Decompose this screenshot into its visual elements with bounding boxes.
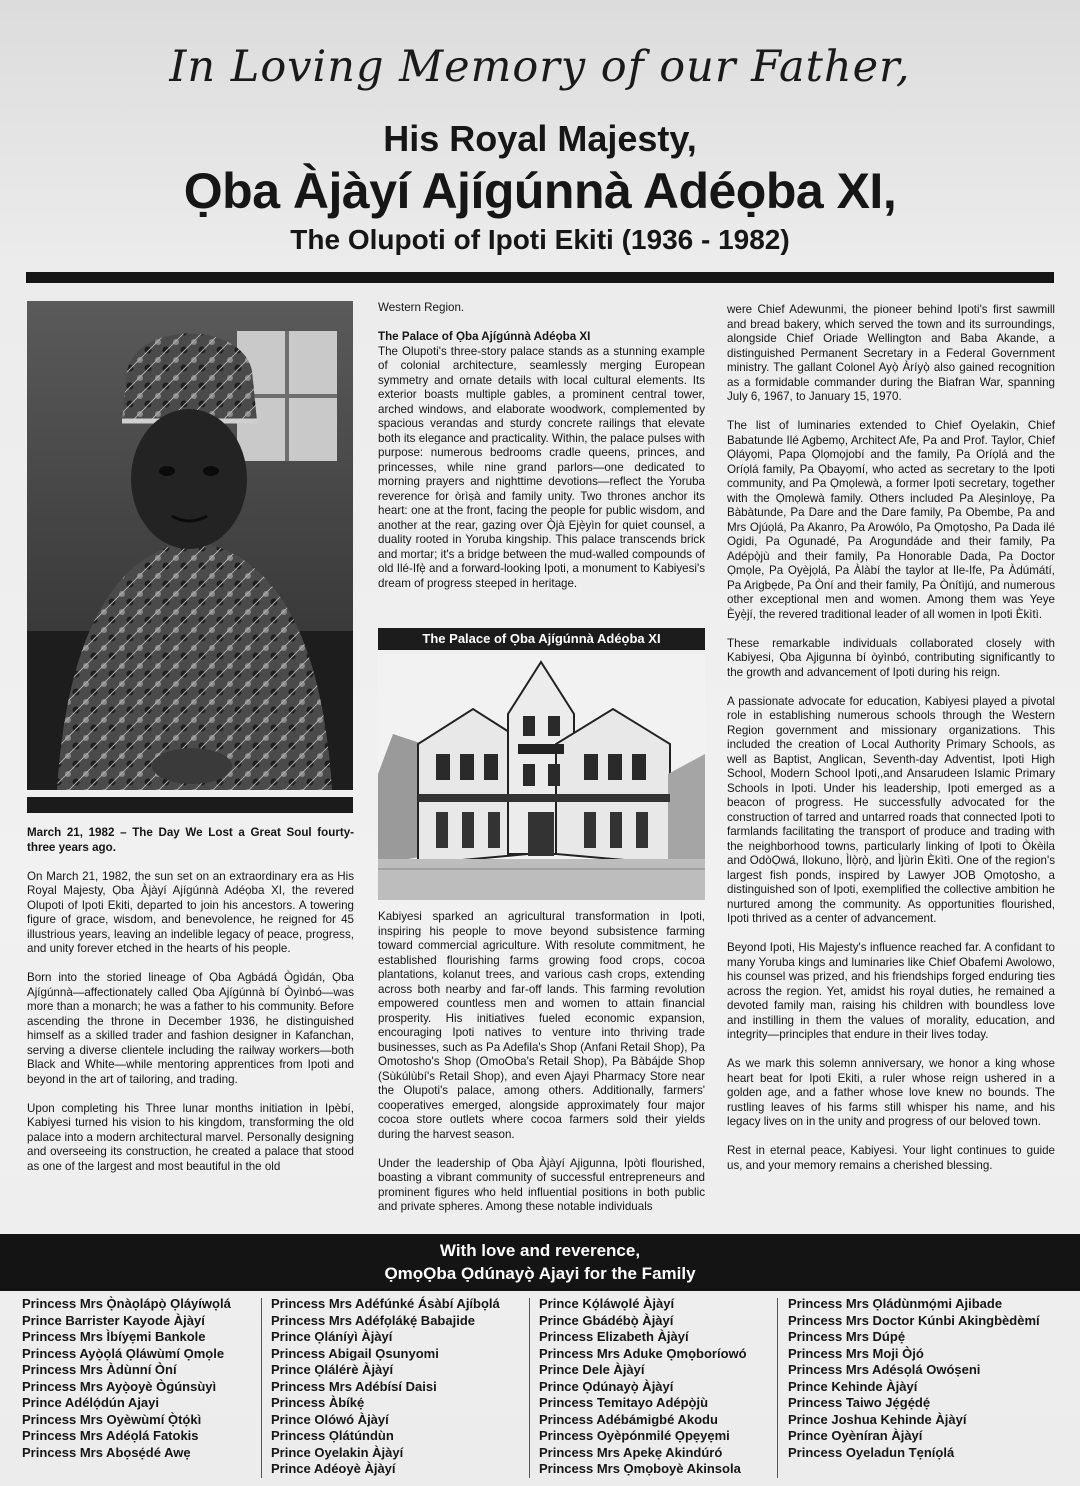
paragraph: The list of luminaries extended to Chief Oyelakin, Chief Babatunde Ilé Agbemọ, Architect Afe, Pa and Prof. Taylor, Chief Ọláyọmi, Papa Ọlọmọjobí and the family, Pa Oríọlá and the Oríọlá family, Pa Ọbayọmí, who acted as secretary to the Ipoti community, and Pa Ọmọlewà, a former Ipoti secretary, together with the Ọmọlewà family. Others included Pa Aleṣinloyẹ, Pa Bàbàtunde, Pa Dare and the Dare family, Pa Obembe, Pa and Mrs Ojúọlá, Pa Akanro, Pa Arowólo, Pa Ọmọtọsho, Pa Dada ilé Ogidi, Pa Ogunadé, Pa Arogundáde and their family, Pa Adépọ̀jù and their family, Pa Honorable Dada, Pa Doctor Ọmọle, Pa Oyèjọlá, Pa Àlàbí the taylor at Ile-Ife, Pa Àdúmátí, Pa Arigbẹde, Pa Òní and their family, Pa Ònítìjú, and numerous other exceptional men and women. Among them was Yeye Èyẹ̀jí, the revered traditional leader of all women in Ipoti Èkìtì. bbox=[727, 419, 1055, 621]
royal-title: His Royal Majesty, bbox=[383, 118, 697, 159]
column-separator bbox=[261, 1298, 262, 1478]
family-name: Princess Mrs Abọsẹ́dé Awẹ bbox=[22, 1444, 191, 1460]
family-name: Princess Mrs Adésọlá Owóṣeni bbox=[788, 1362, 981, 1377]
paragraph: On March 21, 1982, the sun set on an extraordinary era as His Royal Majesty, Ọba Àjàyí Ajígúnnà Adéọba XI, the revered Olupoti of Ipoti Ekiti, departed to join his ancestors. A towering figure of grace, wisdom, and benevolence, he reigned for 45 illustrious years, leaving an indelible legacy of peace, progress, and unity forever etched in the hearts of his people. bbox=[27, 869, 354, 955]
paragraph: Beyond Ipoti, His Majesty's influence reached far. A confidant to many Yoruba kings and luminaries like Chief Obafemi Awolowo, his counsel was prized, and his friendships forged enduring ties across the region. Yet, amidst his royal duties, he remained a devoted family man, raising his children with boundless love and instilling in them the values of morality, education, and integrity—principles that endure in their lives today. bbox=[727, 941, 1055, 1041]
family-name: Prince Joshua Kehinde Àjàyí bbox=[788, 1411, 967, 1427]
family-name: Prince Oyèníran Àjàyí bbox=[788, 1428, 923, 1443]
family-name: Princess Mrs Apekẹ Akindúró bbox=[539, 1444, 723, 1460]
family-names-column-4 bbox=[788, 1296, 1040, 1461]
palace-photo bbox=[378, 654, 705, 900]
family-name: Princess Adébámigbé Akodu bbox=[539, 1411, 718, 1427]
family-name: Princess Mrs Adéọlá Fatokis bbox=[22, 1428, 199, 1443]
family-name: Prince Dele Àjàyí bbox=[539, 1362, 645, 1377]
family-name: Prince Kọ́láwọlé Àjàyí bbox=[539, 1296, 675, 1311]
family-name: Princess Oyeladun Tẹníọlá bbox=[788, 1444, 955, 1460]
family-name: Princess Mrs Adéfọlákẹ́ Babajide bbox=[271, 1312, 475, 1328]
family-name: Prince Adélọ́dún Ajayi bbox=[22, 1395, 160, 1410]
paragraph: These remarkable individuals collaborated closely with Kabiyesi, Ọba Ajigunna bí òyìnbó, contributing significantly to the growth and advancement of Ipoti during his reign. bbox=[727, 636, 1055, 679]
family-name: Princess Mrs Ìbíyẹmi Bankole bbox=[22, 1329, 206, 1344]
header-divider bbox=[26, 272, 1054, 283]
family-signature-band bbox=[0, 1234, 1080, 1291]
family-name: Prince Ọláníyì Àjàyí bbox=[271, 1329, 393, 1344]
paragraph: A passionate advocate for education, Kabiyesi played a pivotal role in establishing numerous schools through the Western Region government and missionary organizations. This included the creation of Local Authority Primary Schools, as well as Baptist, Anglican, Seventh-day Adventist, Ipoti High School, Modern School Ipoti,,and Ansarudeen Islamic Primary Schools in Ipoti. Under his leadership, Ipoti emerged as a beacon of progress. He successfully advocated for the construction of tarred and untarred roads that connected Ipoti to farmlands facilitating the transport of produce and trading with the neighborhood towns, particularly linking of Ipoti to Òkèila and OdòỌwá, Ilokuno, Ìlọ̀rọ̀, and Ìjùrìn Èkìtì. One of the region's largest fish ponds, inspired by Lawyer JOB Ọmọtọsho, a distinguished son of Ipoti, exemplified the collective ambition he nurtured among the community. As opportunities flourished, Ipoti thrived as a center of advancement. bbox=[727, 694, 1055, 925]
family-name: Prince Gbádébọ̀ Àjàyí bbox=[539, 1312, 674, 1328]
article-column-3 bbox=[727, 303, 1055, 1188]
olupoti-subtitle: The Olupoti of Ipoti Ekiti (1936 - 1982) bbox=[290, 224, 790, 255]
family-name: Princess Mrs Adéfúnké Ásàbí Ajíbọlá bbox=[271, 1296, 500, 1311]
paragraph: Born into the storied lineage of Ọba Agbádá Ògìdán, Ọba Ajígúnnà—affectionately called Ọba Ajígúnnà bí Òyìnbó—was more than a monarch; he was a father to his community. Before ascending the throne in December 1936, he distinguished himself as a skilled trader and fashion designer in Kafanchan, serving a diverse clientele including the railway workers—both Black and White—while mentoring apprentices from Ipoti and beyond in the art of tailoring, and trading. bbox=[27, 971, 354, 1086]
family-name: Prince Adéoyè Àjàyí bbox=[271, 1461, 396, 1476]
family-name: Princess Mrs Moji Òjó bbox=[788, 1345, 924, 1361]
paragraph: Rest in eternal peace, Kabiyesi. Your light continues to guide us, and your memory remains a cherished blessing. bbox=[727, 1144, 1055, 1172]
paragraph: were Chief Adewunmi, the pioneer behind Ipoti's first sawmill and bread bakery, which served the town and its surroundings, alongside Chief Oriade Wellington and Baba Akande, a distinguished Permanent Secretary in a Federal Government ministry. The gallant Colonel Ayọ̀ Àríyọ̀ also gained recognition as a formidable commander during the Biafran War, spanning July 6, 1967, to January 15, 1970. bbox=[727, 303, 1055, 403]
family-names-column-1 bbox=[22, 1296, 231, 1461]
family-name: Princess Taiwo Jẹ́gẹ́dẹ́ bbox=[788, 1395, 931, 1410]
family-name: Prince Ọlálérè Àjàyí bbox=[271, 1362, 394, 1377]
signature-line-2: ỌmọỌba Ọdúnayọ̀ Ajayi for the Family bbox=[384, 1264, 696, 1283]
family-name: Princess Abigail Ọsunyomi bbox=[271, 1345, 439, 1361]
family-name: Princess Mrs Ọ̀nàọlápọ̀ Ọláyíwọlá bbox=[22, 1296, 231, 1311]
family-name: Prince Ọdúnayọ̀ Àjàyí bbox=[539, 1378, 674, 1394]
family-name: Princess Mrs Ọládùnmọ́mi Ajibade bbox=[788, 1296, 1003, 1311]
script-dedication-title: In Loving Memory of our Father, bbox=[169, 42, 911, 92]
family-name: Prince Kehinde Àjàyí bbox=[788, 1378, 918, 1394]
article-column-2 bbox=[378, 301, 705, 591]
family-name: Princess Temitayo Adépọ̀jù bbox=[539, 1395, 709, 1410]
family-name: Princess Ọlátúndùn bbox=[271, 1428, 394, 1443]
paragraph: The Olupoti's three-story palace stands as a stunning example of colonial architecture, seamlessly merging European symmetry and ornate details with local cultural elements. Its exterior boasts multiple gables, a prominent central tower, arched windows, and elaborate woodwork, complemented by spacious verandas and sturdy concrete railings that elevate both its elegance and practicality. Within, the palace pulses with purpose: numerous bedrooms cradle queens, princes, and princesses, while nine grand parlors—one dedicated to morning prayers and nighttime devotions—reflect the Yoruba reverence for òrìṣà and family unity. Two thrones anchor its heart: one at the front, facing the people for public wisdom, and another at the rear, gazing over Ọ̀jà Ejẹ̀yìn for quiet counsel, a duality rooted in Yoruba kingship. This palace transcends brick and mortar; it's a bridge between the mud-walled compounds of old Ilé-Ifẹ̀ and a forward-looking Ipoti, a monument to Kabiyesi's dream of progress steeped in heritage. bbox=[378, 344, 705, 590]
family-name: Prince Barrister Kayode Àjàyí bbox=[22, 1312, 205, 1328]
paragraph: Kabiyesi sparked an agricultural transformation in Ipoti, inspiring his people to move beyond subsistence farming toward commercial agriculture. With resolute commitment, he established flourishing farms growing food crops, cocoa plantations, kolanut trees, and various cash crops, extending across both nearby and far-off lands. This farming revolution empowered countless men and women to attain financial prosperity. His initiatives fueled economic expansion, encouraging Ipoti natives to venture into thriving trade businesses, such as Pa Adefila's Shop (Anfani Retail Shop), Pa Omotosho's Shop (OmoOba's Retail Shop), Pa Bàbájde Shop (Sùkúlùbí's Retail Shop), and even Ajayi Pharmacy Store near the Olupoti's palace, among others. Additionally, farmers' cooperatives emerged, alongside approximately four major cocoa store outlets where cocoa farmers sold their yields during the harvest season. bbox=[378, 910, 705, 1141]
family-name: Prince Oyelakin Àjàyí bbox=[271, 1444, 404, 1460]
family-name: Prince Olówó Àjàyí bbox=[271, 1411, 389, 1427]
article-column-1 bbox=[27, 826, 354, 1189]
oba-name-heading: Ọba Àjàyí Ajígúnnà Adéọba XI, bbox=[183, 163, 897, 219]
family-name: Princess Àbíkẹ́ bbox=[271, 1395, 365, 1410]
family-name: Princess Mrs Ayọ̀oyè Ògúnsùyì bbox=[22, 1378, 217, 1394]
family-name: Princess Oyèpónmilé Ọpẹyẹmi bbox=[539, 1428, 730, 1443]
family-name: Princess Ayọ̀ọlá Ọláwùmí Ọmọle bbox=[22, 1345, 225, 1361]
paragraph: Western Region. bbox=[378, 301, 465, 314]
palace-photo-caption: The Palace of Ọba Ajígúnnà Adéọba XI bbox=[378, 628, 705, 650]
signature-line-1: With love and reverence, bbox=[439, 1241, 641, 1260]
family-name: Princess Mrs Dúpẹ́ bbox=[788, 1329, 906, 1344]
family-name: Princess Mrs Ọmọboyè Akinsola bbox=[539, 1461, 741, 1476]
family-name: Princess Mrs Adébísí Daisi bbox=[271, 1378, 437, 1394]
palace-section-heading: The Palace of Ọba Ajígúnnà Adéọba XI bbox=[378, 330, 591, 343]
family-name: Princess Mrs Oyèwùmí Ọ̀tọ́kì bbox=[22, 1411, 202, 1427]
portrait-caption-bar bbox=[27, 797, 353, 813]
family-name: Princess Mrs Aduke Ọmọboríowó bbox=[539, 1345, 747, 1361]
column-separator bbox=[529, 1298, 530, 1478]
oba-portrait-photo bbox=[27, 301, 353, 790]
memorial-date-heading: March 21, 1982 – The Day We Lost a Great Soul fourty-three years ago. bbox=[27, 826, 354, 854]
article-column-2-continued bbox=[378, 910, 705, 1229]
family-names-column-2 bbox=[271, 1296, 500, 1478]
family-name: Princess Elizabeth Àjàyí bbox=[539, 1329, 689, 1344]
paragraph: Under the leadership of Ọba Àjàyí Ajigunna, Ipòti flourished, boasting a vibrant community of successful entrepreneurs and prominent figures who held influential positions in both public and private spheres. Among these notable individuals bbox=[378, 1156, 705, 1213]
family-name: Princess Mrs Doctor Kúnbi Akingbèdèmí bbox=[788, 1312, 1040, 1328]
family-names-column-3 bbox=[539, 1296, 747, 1478]
column-separator bbox=[777, 1298, 778, 1478]
family-name: Princess Mrs Àdùnní Òní bbox=[22, 1362, 177, 1377]
paragraph: Upon completing his Three lunar months initiation in Ipèbí, Kabiyesi turned his vision to his kingdom, transforming the old palace into a modern architectural marvel. Personally designing and overseeing its construction, he created a palace that stood as one of the largest and most beautiful in the old bbox=[27, 1101, 354, 1173]
paragraph: As we mark this solemn anniversary, we honor a king whose heart beat for Ipoti Ekiti, a ruler whose reign ushered in a golden age, and a father whose love knew no bounds. The rustling leaves of his farms still whisper his name, and his legacy lives on in the unity and progress of our beloved town. bbox=[727, 1057, 1055, 1128]
